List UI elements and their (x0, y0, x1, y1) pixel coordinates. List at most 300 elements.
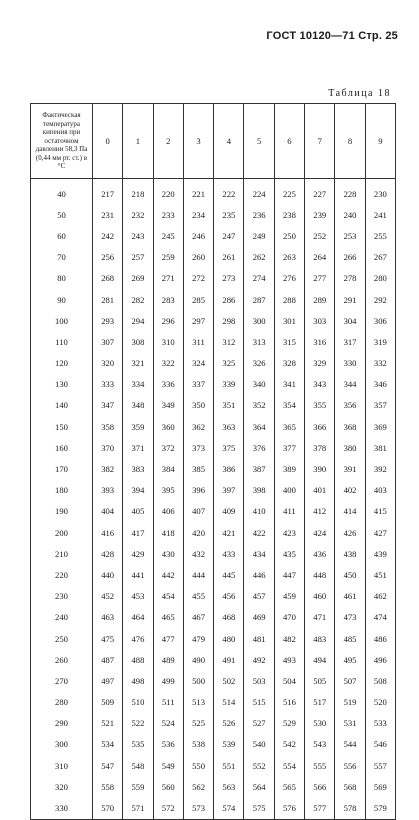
value-cell: 488 (123, 649, 153, 670)
value-cell: 264 (305, 247, 335, 268)
table-row (31, 437, 396, 458)
value-cell: 558 (93, 776, 123, 797)
value-cell: 356 (335, 395, 365, 416)
value-cell: 465 (153, 607, 183, 628)
value-cell: 434 (244, 543, 274, 564)
table-row (31, 395, 396, 416)
value-cell: 310 (153, 331, 183, 352)
table-row (31, 734, 396, 755)
header-row (31, 104, 396, 179)
column-header: 3 (183, 104, 213, 179)
value-cell: 394 (123, 480, 153, 501)
value-cell: 411 (274, 501, 304, 522)
value-cell: 504 (274, 670, 304, 691)
value-cell: 547 (93, 755, 123, 776)
value-cell: 351 (214, 395, 244, 416)
value-cell: 492 (244, 649, 274, 670)
temperature-cell: 290 (31, 713, 93, 734)
value-cell: 321 (123, 353, 153, 374)
value-cell: 575 (244, 797, 274, 819)
value-cell: 491 (214, 649, 244, 670)
value-cell: 571 (123, 797, 153, 819)
value-cell: 577 (305, 797, 335, 819)
value-cell: 467 (183, 607, 213, 628)
value-cell: 414 (335, 501, 365, 522)
value-cell: 441 (123, 564, 153, 585)
table-row (31, 797, 396, 819)
value-cell: 576 (274, 797, 304, 819)
value-cell: 550 (183, 755, 213, 776)
value-cell: 509 (93, 692, 123, 713)
value-cell: 238 (274, 204, 304, 225)
column-header: 0 (93, 104, 123, 179)
temperature-cell: 170 (31, 458, 93, 479)
value-cell: 499 (153, 670, 183, 691)
value-cell: 556 (335, 755, 365, 776)
table-title: Таблица 18 (328, 88, 391, 99)
value-cell: 554 (274, 755, 304, 776)
value-cell: 360 (153, 416, 183, 437)
value-cell: 513 (183, 692, 213, 713)
value-cell: 334 (123, 374, 153, 395)
value-cell: 569 (365, 776, 395, 797)
value-cell: 339 (214, 374, 244, 395)
value-cell: 316 (305, 331, 335, 352)
value-cell: 349 (153, 395, 183, 416)
table-header (31, 104, 396, 179)
value-cell: 252 (305, 225, 335, 246)
value-cell: 370 (93, 437, 123, 458)
value-cell: 448 (305, 564, 335, 585)
value-cell: 565 (274, 776, 304, 797)
value-cell: 490 (183, 649, 213, 670)
value-cell: 428 (93, 543, 123, 564)
temperature-cell: 140 (31, 395, 93, 416)
value-cell: 455 (183, 586, 213, 607)
value-cell: 382 (93, 458, 123, 479)
first-column-header: Фактическая температура кипения при остаточном давлении 58,3 Па (0,44 мм рт. ст.) в °С (31, 104, 93, 179)
value-cell: 446 (244, 564, 274, 585)
table-row (31, 543, 396, 564)
value-cell: 268 (93, 268, 123, 289)
value-cell: 306 (365, 310, 395, 331)
value-cell: 447 (274, 564, 304, 585)
value-cell: 269 (123, 268, 153, 289)
value-cell: 406 (153, 501, 183, 522)
value-cell: 362 (183, 416, 213, 437)
value-cell: 337 (183, 374, 213, 395)
value-cell: 363 (214, 416, 244, 437)
value-cell: 520 (365, 692, 395, 713)
value-cell: 322 (153, 353, 183, 374)
column-header: 1 (123, 104, 153, 179)
value-cell: 493 (274, 649, 304, 670)
value-cell: 355 (305, 395, 335, 416)
value-cell: 378 (305, 437, 335, 458)
value-cell: 420 (183, 522, 213, 543)
table-row (31, 522, 396, 543)
temperature-cell: 100 (31, 310, 93, 331)
value-cell: 508 (365, 670, 395, 691)
value-cell: 343 (305, 374, 335, 395)
value-cell: 324 (183, 353, 213, 374)
table-row (31, 692, 396, 713)
value-cell: 552 (244, 755, 274, 776)
value-cell: 525 (183, 713, 213, 734)
value-cell: 259 (153, 247, 183, 268)
value-cell: 482 (274, 628, 304, 649)
value-cell: 424 (305, 522, 335, 543)
value-cell: 538 (183, 734, 213, 755)
value-cell: 442 (153, 564, 183, 585)
table-row (31, 310, 396, 331)
value-cell: 398 (244, 480, 274, 501)
value-cell: 453 (123, 586, 153, 607)
temperature-cell: 80 (31, 268, 93, 289)
value-cell: 376 (244, 437, 274, 458)
value-cell: 227 (305, 179, 335, 205)
temperature-cell: 220 (31, 564, 93, 585)
column-header: 7 (305, 104, 335, 179)
value-cell: 383 (123, 458, 153, 479)
column-header: 5 (244, 104, 274, 179)
value-cell: 373 (183, 437, 213, 458)
value-cell: 369 (365, 416, 395, 437)
value-cell: 243 (123, 225, 153, 246)
value-cell: 421 (214, 522, 244, 543)
value-cell: 303 (305, 310, 335, 331)
value-cell: 471 (305, 607, 335, 628)
table-row (31, 331, 396, 352)
value-cell: 239 (305, 204, 335, 225)
value-cell: 352 (244, 395, 274, 416)
value-cell: 505 (305, 670, 335, 691)
value-cell: 401 (305, 480, 335, 501)
value-cell: 461 (335, 586, 365, 607)
value-cell: 452 (93, 586, 123, 607)
value-cell: 415 (365, 501, 395, 522)
value-cell: 544 (335, 734, 365, 755)
table-row (31, 204, 396, 225)
value-cell: 348 (123, 395, 153, 416)
value-cell: 432 (183, 543, 213, 564)
value-cell: 266 (335, 247, 365, 268)
table-row (31, 289, 396, 310)
value-cell: 497 (93, 670, 123, 691)
value-cell: 555 (305, 755, 335, 776)
value-cell: 566 (305, 776, 335, 797)
column-header: 6 (274, 104, 304, 179)
value-cell: 539 (214, 734, 244, 755)
value-cell: 516 (274, 692, 304, 713)
value-cell: 462 (365, 586, 395, 607)
temperature-cell: 230 (31, 586, 93, 607)
value-cell: 287 (244, 289, 274, 310)
table-row (31, 374, 396, 395)
boiling-temperature-table (30, 103, 396, 820)
table-row (31, 458, 396, 479)
value-cell: 464 (123, 607, 153, 628)
value-cell: 456 (214, 586, 244, 607)
value-cell: 231 (93, 204, 123, 225)
value-cell: 517 (305, 692, 335, 713)
value-cell: 469 (244, 607, 274, 628)
value-cell: 533 (365, 713, 395, 734)
table-row (31, 225, 396, 246)
value-cell: 535 (123, 734, 153, 755)
value-cell: 391 (335, 458, 365, 479)
value-cell: 440 (93, 564, 123, 585)
value-cell: 386 (214, 458, 244, 479)
value-cell: 400 (274, 480, 304, 501)
value-cell: 407 (183, 501, 213, 522)
value-cell: 245 (153, 225, 183, 246)
value-cell: 354 (274, 395, 304, 416)
table-row (31, 713, 396, 734)
value-cell: 326 (244, 353, 274, 374)
value-cell: 402 (335, 480, 365, 501)
column-header: 9 (365, 104, 395, 179)
value-cell: 256 (93, 247, 123, 268)
value-cell: 235 (214, 204, 244, 225)
table-row (31, 480, 396, 501)
value-cell: 530 (305, 713, 335, 734)
value-cell: 329 (305, 353, 335, 374)
value-cell: 344 (335, 374, 365, 395)
temperature-cell: 150 (31, 416, 93, 437)
value-cell: 579 (365, 797, 395, 819)
value-cell: 225 (274, 179, 304, 205)
value-cell: 531 (335, 713, 365, 734)
temperature-cell: 180 (31, 480, 93, 501)
temperature-cell: 40 (31, 179, 93, 205)
value-cell: 236 (244, 204, 274, 225)
value-cell: 328 (274, 353, 304, 374)
value-cell: 365 (274, 416, 304, 437)
value-cell: 395 (153, 480, 183, 501)
value-cell: 451 (365, 564, 395, 585)
value-cell: 494 (305, 649, 335, 670)
value-cell: 308 (123, 331, 153, 352)
value-cell: 242 (93, 225, 123, 246)
value-cell: 507 (335, 670, 365, 691)
value-cell: 438 (335, 543, 365, 564)
value-cell: 282 (123, 289, 153, 310)
value-cell: 474 (365, 607, 395, 628)
value-cell: 300 (244, 310, 274, 331)
value-cell: 291 (335, 289, 365, 310)
value-cell: 426 (335, 522, 365, 543)
value-cell: 485 (335, 628, 365, 649)
value-cell: 232 (123, 204, 153, 225)
value-cell: 317 (335, 331, 365, 352)
value-cell: 489 (153, 649, 183, 670)
value-cell: 486 (365, 628, 395, 649)
value-cell: 417 (123, 522, 153, 543)
value-cell: 301 (274, 310, 304, 331)
value-cell: 522 (123, 713, 153, 734)
value-cell: 271 (153, 268, 183, 289)
value-cell: 368 (335, 416, 365, 437)
value-cell: 515 (244, 692, 274, 713)
value-cell: 357 (365, 395, 395, 416)
value-cell: 526 (214, 713, 244, 734)
value-cell: 336 (153, 374, 183, 395)
value-cell: 390 (305, 458, 335, 479)
value-cell: 430 (153, 543, 183, 564)
table-row (31, 501, 396, 522)
value-cell: 277 (305, 268, 335, 289)
value-cell: 511 (153, 692, 183, 713)
value-cell: 476 (123, 628, 153, 649)
value-cell: 433 (214, 543, 244, 564)
value-cell: 250 (274, 225, 304, 246)
temperature-cell: 110 (31, 331, 93, 352)
temperature-cell: 160 (31, 437, 93, 458)
value-cell: 293 (93, 310, 123, 331)
value-cell: 396 (183, 480, 213, 501)
value-cell: 340 (244, 374, 274, 395)
value-cell: 392 (365, 458, 395, 479)
value-cell: 422 (244, 522, 274, 543)
value-cell: 319 (365, 331, 395, 352)
value-cell: 257 (123, 247, 153, 268)
value-cell: 332 (365, 353, 395, 374)
temperature-cell: 300 (31, 734, 93, 755)
value-cell: 570 (93, 797, 123, 819)
temperature-cell: 50 (31, 204, 93, 225)
temperature-cell: 60 (31, 225, 93, 246)
value-cell: 393 (93, 480, 123, 501)
value-cell: 364 (244, 416, 274, 437)
table-body (31, 179, 396, 820)
value-cell: 470 (274, 607, 304, 628)
value-cell: 234 (183, 204, 213, 225)
value-cell: 262 (244, 247, 274, 268)
value-cell: 463 (93, 607, 123, 628)
value-cell: 247 (214, 225, 244, 246)
value-cell: 574 (214, 797, 244, 819)
value-cell: 418 (153, 522, 183, 543)
temperature-cell: 190 (31, 501, 93, 522)
table-row (31, 416, 396, 437)
value-cell: 230 (365, 179, 395, 205)
value-cell: 387 (244, 458, 274, 479)
value-cell: 429 (123, 543, 153, 564)
value-cell: 261 (214, 247, 244, 268)
value-cell: 483 (305, 628, 335, 649)
value-cell: 460 (305, 586, 335, 607)
value-cell: 280 (365, 268, 395, 289)
value-cell: 562 (183, 776, 213, 797)
value-cell: 397 (214, 480, 244, 501)
value-cell: 573 (183, 797, 213, 819)
value-cell: 240 (335, 204, 365, 225)
value-cell: 297 (183, 310, 213, 331)
value-cell: 375 (214, 437, 244, 458)
value-cell: 510 (123, 692, 153, 713)
value-cell: 296 (153, 310, 183, 331)
value-cell: 444 (183, 564, 213, 585)
table-row (31, 247, 396, 268)
value-cell: 249 (244, 225, 274, 246)
value-cell: 524 (153, 713, 183, 734)
value-cell: 498 (123, 670, 153, 691)
value-cell: 220 (153, 179, 183, 205)
temperature-cell: 320 (31, 776, 93, 797)
table-row (31, 755, 396, 776)
value-cell: 255 (365, 225, 395, 246)
value-cell: 288 (274, 289, 304, 310)
value-cell: 224 (244, 179, 274, 205)
column-header: 2 (153, 104, 183, 179)
value-cell: 475 (93, 628, 123, 649)
value-cell: 272 (183, 268, 213, 289)
value-cell: 273 (214, 268, 244, 289)
value-cell: 315 (274, 331, 304, 352)
value-cell: 371 (123, 437, 153, 458)
value-cell: 502 (214, 670, 244, 691)
value-cell: 405 (123, 501, 153, 522)
value-cell: 536 (153, 734, 183, 755)
value-cell: 372 (153, 437, 183, 458)
column-header: 4 (214, 104, 244, 179)
value-cell: 358 (93, 416, 123, 437)
value-cell: 423 (274, 522, 304, 543)
temperature-cell: 270 (31, 670, 93, 691)
value-cell: 546 (365, 734, 395, 755)
value-cell: 514 (214, 692, 244, 713)
value-cell: 459 (274, 586, 304, 607)
value-cell: 241 (365, 204, 395, 225)
value-cell: 403 (365, 480, 395, 501)
value-cell: 377 (274, 437, 304, 458)
value-cell: 450 (335, 564, 365, 585)
value-cell: 281 (93, 289, 123, 310)
value-cell: 292 (365, 289, 395, 310)
value-cell: 416 (93, 522, 123, 543)
value-cell: 222 (214, 179, 244, 205)
value-cell: 551 (214, 755, 244, 776)
value-cell: 278 (335, 268, 365, 289)
temperature-cell: 280 (31, 692, 93, 713)
value-cell: 540 (244, 734, 274, 755)
table-row (31, 268, 396, 289)
temperature-cell: 210 (31, 543, 93, 564)
value-cell: 572 (153, 797, 183, 819)
value-cell: 487 (93, 649, 123, 670)
table-row (31, 179, 396, 205)
value-cell: 468 (214, 607, 244, 628)
value-cell: 410 (244, 501, 274, 522)
value-cell: 521 (93, 713, 123, 734)
value-cell: 557 (365, 755, 395, 776)
value-cell: 427 (365, 522, 395, 543)
value-cell: 298 (214, 310, 244, 331)
temperature-cell: 260 (31, 649, 93, 670)
value-cell: 389 (274, 458, 304, 479)
table-row (31, 776, 396, 797)
value-cell: 454 (153, 586, 183, 607)
value-cell: 304 (335, 310, 365, 331)
value-cell: 359 (123, 416, 153, 437)
value-cell: 217 (93, 179, 123, 205)
value-cell: 285 (183, 289, 213, 310)
value-cell: 500 (183, 670, 213, 691)
value-cell: 313 (244, 331, 274, 352)
value-cell: 233 (153, 204, 183, 225)
value-cell: 481 (244, 628, 274, 649)
